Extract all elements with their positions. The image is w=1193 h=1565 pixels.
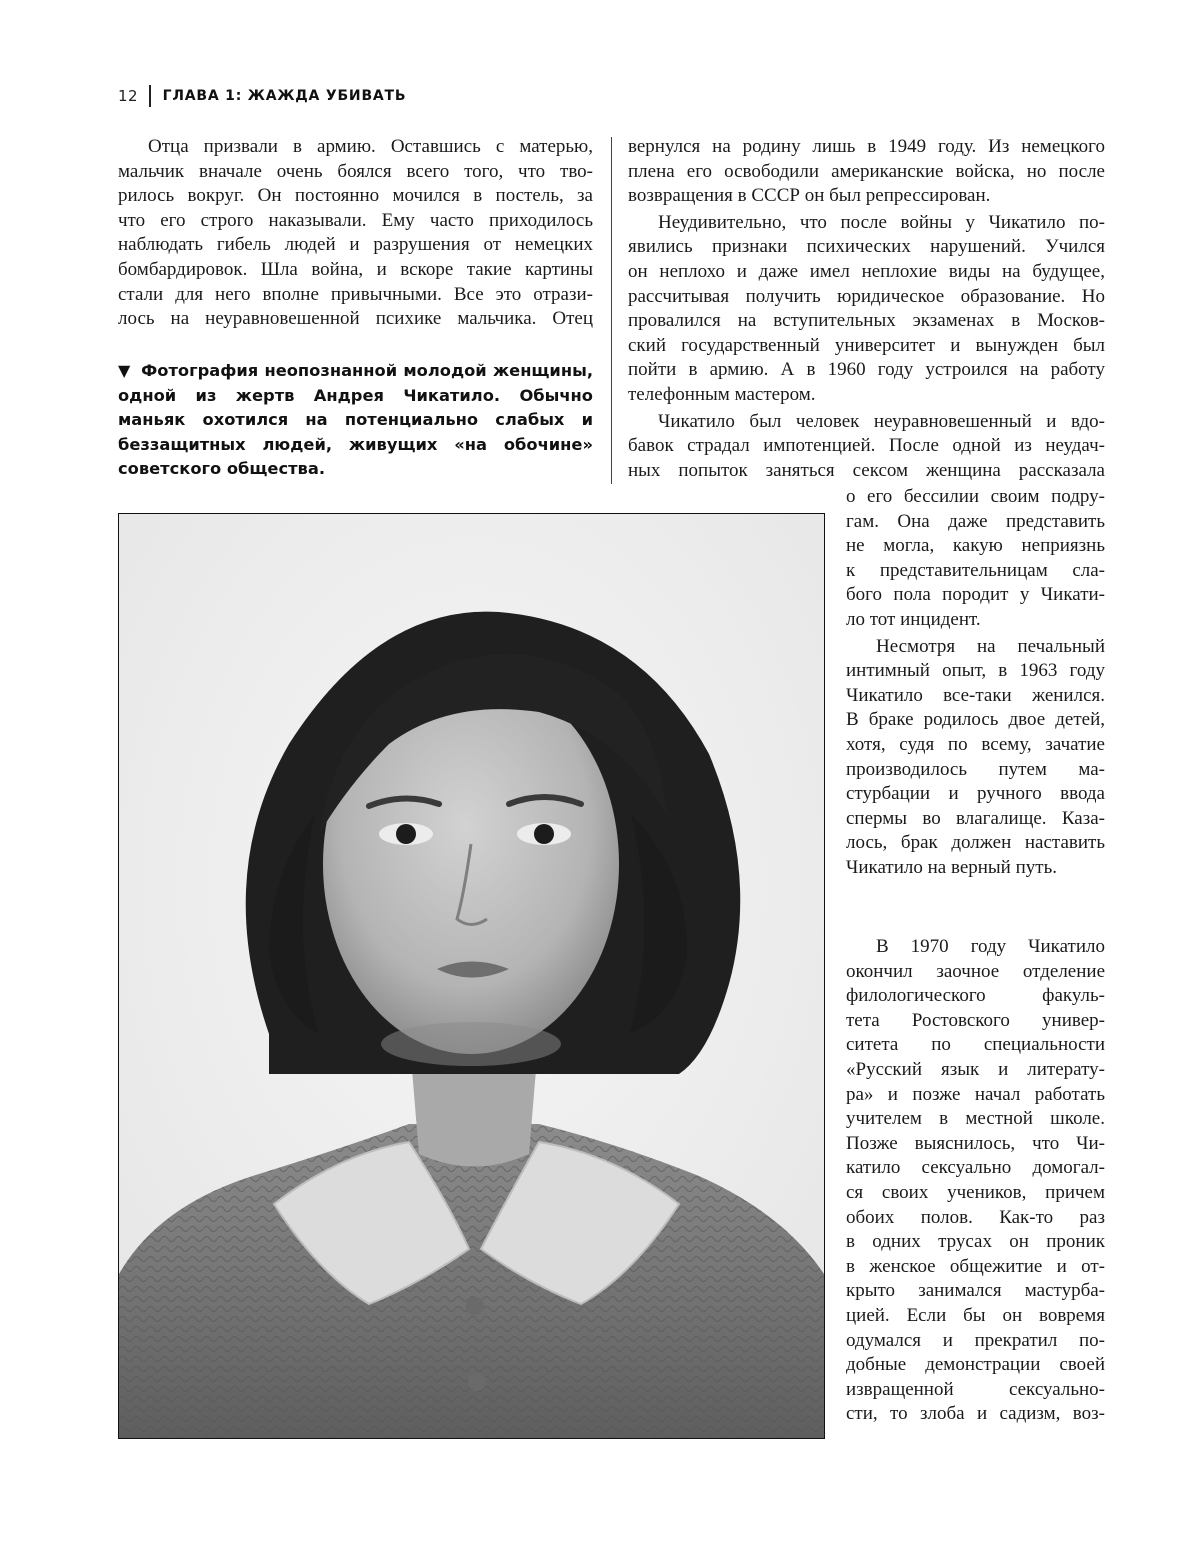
text-line: вернулся на родину лишь в 1949 году. Из немецкого (628, 136, 1105, 157)
text-line: В 1970 году Чикатило (876, 936, 1105, 957)
text-line: извращенной сексуально- (846, 1378, 1105, 1400)
text-line: Отца призвали в армию. Оставшись с матерью, (148, 136, 593, 157)
text-line: ных попыток заняться сексом женщина рассказала (628, 459, 1105, 481)
text-line: Позже выяснилось, что Чи- (846, 1132, 1105, 1154)
text-line: о его бессилии своим подру- (846, 486, 1105, 507)
paragraph (628, 410, 1105, 484)
text-line: ся своих учеников, причем (846, 1181, 1105, 1203)
text-line: Чикатило на верный путь. (846, 856, 1057, 878)
text-line: рассчитывая получить юридическое образование. Но (628, 285, 1105, 307)
text-line: в одних трусах он проник (846, 1231, 1105, 1253)
text-line: ра» и позже начал работать (846, 1083, 1105, 1105)
text-line: лось, брак должен наставить (846, 832, 1105, 854)
text-line: катило сексуально домогал- (846, 1157, 1105, 1179)
text-line: обоих полов. Как-то раз (846, 1206, 1105, 1228)
text-line: к представительницам сла- (846, 559, 1105, 581)
narrow-column-text-lower (846, 935, 1105, 1427)
text-line: тета Ростовского универ- (846, 1009, 1105, 1031)
text-line: сти, то злоба и садизм, воз- (846, 1403, 1105, 1425)
paragraph (628, 135, 1105, 209)
running-head (118, 84, 406, 108)
text-line: рилось вокруг. Он постоянно мочился в постель, за (118, 185, 593, 207)
photo-caption (118, 359, 593, 482)
text-line: явились признаки психических нарушений. Учился (628, 236, 1105, 258)
text-line: окончил заочное отделение (846, 960, 1105, 982)
header-divider (149, 85, 151, 107)
text-line: плена его освободили американские войска, но после (628, 160, 1105, 182)
text-line: не могла, какую неприязнь (846, 535, 1105, 557)
text-line: крыто занимался мастурба- (846, 1280, 1105, 1302)
text-line: ский государственный университет и вынужден был (628, 334, 1105, 356)
text-line: что его строго наказывали. Ему часто приходилось (118, 209, 593, 231)
portrait-photo (118, 513, 825, 1439)
chapter-title: ГЛАВА 1: ЖАЖДА УБИВАТЬ (162, 88, 407, 104)
text-line: одумался и прекратил по- (846, 1329, 1105, 1351)
text-line: наблюдать гибель людей и разрушения от немецких (118, 234, 593, 256)
text-line: Неудивительно, что после войны у Чикатило по- (658, 211, 1105, 233)
text-line: пойти в армию. А в 1960 году устроился на работу (628, 359, 1105, 381)
text-line: мальчик вначале очень боялся всего того, что тво- (118, 160, 593, 182)
text-line: лось на неуравновешенной психике мальчика. Отец (118, 308, 593, 330)
narrow-column-text (846, 485, 1105, 881)
text-line: возвращения в СССР он был репрессирован. (628, 185, 991, 207)
text-line: он неплохо и даже имел неплохие виды на будущее, (628, 260, 1105, 282)
text-line: бавок страдал импотенцией. После одной из неудач- (628, 435, 1105, 457)
paragraph (628, 211, 1105, 408)
paragraph (846, 635, 1105, 881)
text-line: стурбации и ручного ввода (846, 783, 1105, 805)
text-line: цией. Если бы он вовремя (846, 1304, 1105, 1326)
text-line: в женское общежитие и от- (846, 1255, 1105, 1277)
text-line: провалился на вступительных экзаменах в Москов- (628, 310, 1105, 332)
text-line: ситета по специальности (846, 1034, 1105, 1056)
text-line: спермы во влагалище. Каза- (846, 807, 1105, 829)
paragraph (846, 485, 1105, 633)
text-line: стали для него вполне привычными. Все это отрази- (118, 283, 593, 305)
text-line: ло тот инцидент. (846, 608, 981, 630)
paragraph (118, 135, 593, 332)
right-column-text (628, 135, 1105, 483)
text-line: филологического факуль- (846, 985, 1105, 1007)
paragraph (846, 935, 1105, 1427)
text-line: Чикатило был человек неуравновешенный и вдо- (658, 410, 1105, 432)
text-line: Несмотря на печальный (876, 635, 1105, 657)
text-line: гам. Она даже представить (846, 510, 1105, 532)
text-line: добные демонстрации своей (846, 1354, 1105, 1376)
caption-text: Фотография неопознанной молодой женщины, одной из жертв Андрея Чикатило. Обычно маньяк охотился на потенциально слабых и беззащитных людей, живущих «на обочине» советского общества. (118, 361, 594, 479)
text-line: интимный опыт, в 1963 году (846, 660, 1105, 682)
text-line: телефонным мастером. (628, 383, 816, 405)
text-line: Чикатило все-таки женился. (846, 684, 1105, 706)
text-line: бого пола породит у Чикати- (846, 584, 1105, 606)
column-divider (611, 137, 612, 484)
text-line: бомбардировок. Шла война, и вскоре такие картины (118, 258, 593, 280)
text-line: учителем в местной школе. (846, 1108, 1105, 1130)
triangle-down-icon: ▼ (118, 361, 131, 380)
portrait-photo-icon (119, 514, 824, 1438)
text-line: В браке родилось двое детей, (846, 709, 1105, 731)
text-line: производилось путем ма- (846, 758, 1105, 780)
page-number: 12 (118, 87, 139, 105)
text-line: хотя, судя по всему, зачатие (846, 733, 1105, 755)
left-column-text (118, 135, 593, 332)
text-line: «Русский язык и литерату- (846, 1058, 1105, 1080)
